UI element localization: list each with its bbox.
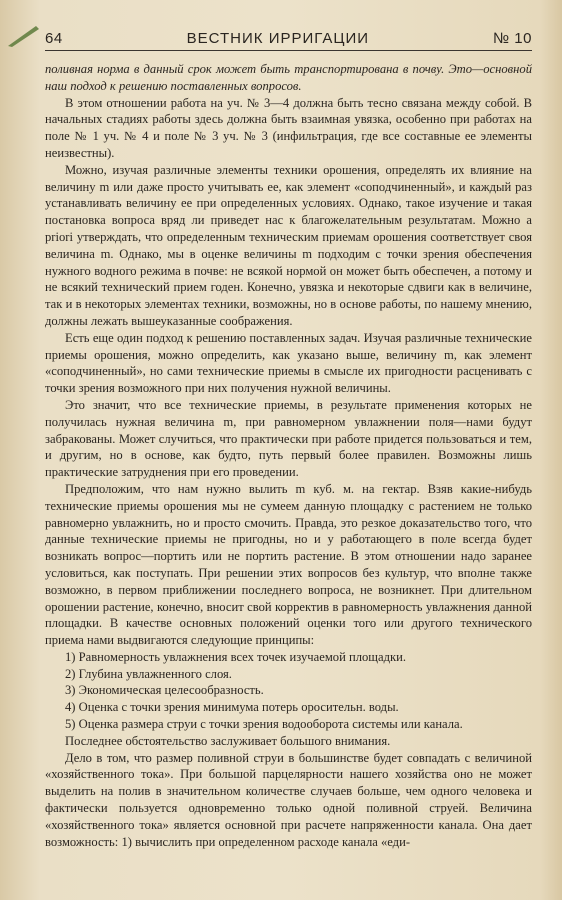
list-item: 1) Равномерность увлажнения всех точек изучаемой площадки.: [65, 649, 406, 664]
paragraph: Можно, изучая различные элементы техники орошения, определять их влияние на величину m или даже просто учитывать ее, как элемент «соподчиненный», и каждый раз устанавливать величину ее при определенных условиях. Однако, такое изучение и такая постановка вопроса вряд ли приведет нас к благожелательным результатам. Можно a priori утверждать, что определенным техническим приемам орошения соответствует своя величина m. Однако, мы в оценке величины m подходим с точки зрения обеспечения нужного водного режима в почве: не всякой нормой он может быть обеспечен, а потому и не всякий технический прием годен. Конечно, увязка и некоторые сдвиги как в величине, так и в некоторых элементах техники, возможны, но в основе работы, по нашему мнению, должны лежать вышеуказанные соображения.: [45, 162, 532, 328]
paragraph: Предположим, что нам нужно вылить m куб. м. на гектар. Взяв какие-нибудь технические приемы орошения мы не сумеем данную площадку с растением не только равномерно увлажнить, но и просто смочить. Правда, это резкое доказательство того, что данные технические приемы не пригодны, но и у работающего в поле всегда будет возникать вопрос—портить или не портить растение. В этом отношении надо заранее условиться, как поступать. При решении этих вопросов без культур, что вполне также возможно, в первом приближении последнего вопроса, не возникнет. При длительном орошении растение, конечно, вносит свой корректив в равномерность увлажнения данной площадки. В качестве основных положений оценки того или другого технического приема нами выдвигаются следующие принципы:: [45, 481, 532, 648]
paragraph: Есть еще один подход к решению поставленных задач. Изучая различные технические приемы орошения, можно определить, как указано выше, величину m, как элемент «соподчиненный», но сами технические приемы в смысле их пригодности расценивать с точки зрения возможного при них получения нужной величины.: [45, 330, 532, 396]
list-item: 4) Оценка с точки зрения минимума потерь оросительн. воды.: [65, 700, 399, 715]
article-body: [45, 61, 532, 850]
principles-list: [45, 649, 532, 733]
list-item: 3) Экономическая целесообразность.: [65, 683, 264, 698]
paragraph: Последнее обстоятельство заслуживает большого внимания.: [65, 733, 391, 748]
list-item: 5) Оценка размера струи с точки зрения водооборота системы или канала.: [65, 717, 463, 732]
paragraph-continued: поливная норма в данный срок может быть транспортирована в почву. Это—основной наш подход к решению поставленных вопросов.: [45, 62, 532, 93]
paragraph: В этом отношении работа на уч. № 3—4 должна быть тесно связана между собой. В начальных стадиях работы здесь должна быть взаимная увязка, особенно при работах на поле № 1 уч. № 4 и поле № 3 уч. № 3 (инфильтрация, где все составные ее элементы неизвестны).: [45, 95, 532, 160]
paragraph: Это значит, что все технические приемы, в результате применения которых не получилась нужная величина m, при равномерном увлажнении поля—нами будут забракованы. Может случиться, что практически при работе придется пользоваться и тем, и другим, но в основе, как будто, путь первый более правилен. Возможны лишь практические затруднения при его проведении.: [45, 397, 532, 480]
issue-number: № 10: [493, 30, 532, 47]
page-number: 64: [45, 30, 63, 47]
list-item: 2) Глубина увлажненного слоя.: [65, 666, 232, 681]
paragraph: Дело в том, что размер поливной струи в большинстве будет совпадать с величиной «хозяйственного тока». При большой парцелярности нашего хозяйства оно не может выделить на полив в значительном количестве случаев больше, чем одного человека и фактически пользуется одновременно только одной поливной струей. Величина «хозяйственного тока» является основной при расчете напряженности канала. Она дает возможность: 1) вычислить при определенном расходе канала «еди-: [45, 750, 532, 849]
page-header: [45, 30, 532, 51]
pencil-mark-decoration: [6, 22, 46, 48]
journal-title: ВЕСТНИК ИРРИГАЦИИ: [186, 30, 370, 47]
